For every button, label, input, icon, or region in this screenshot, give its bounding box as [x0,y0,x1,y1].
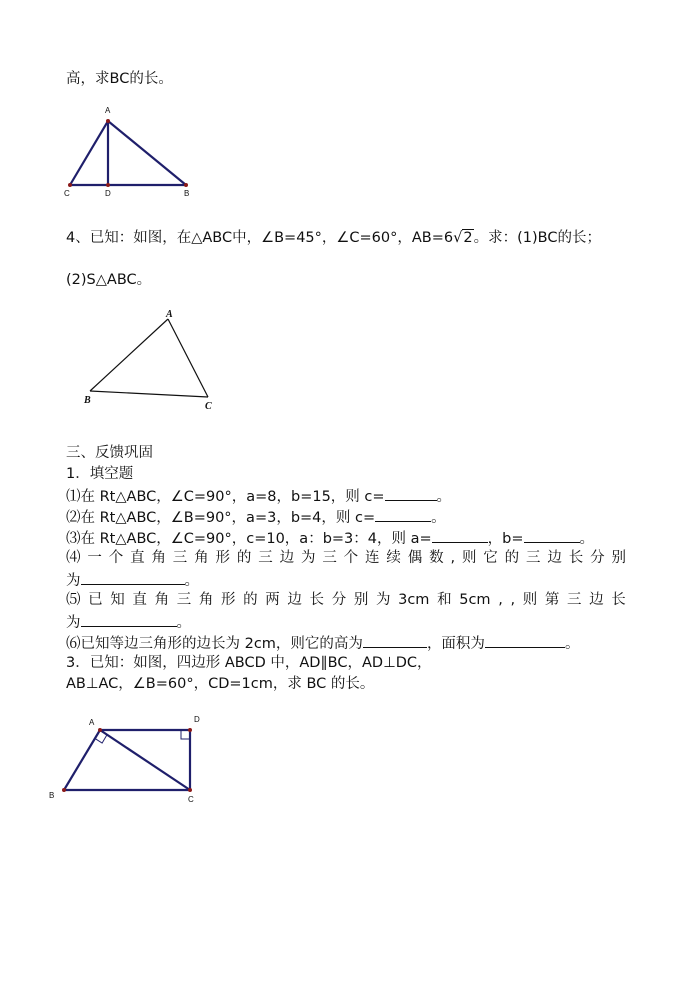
q5-token: 3cm [398,592,430,608]
q5-token: 直 [132,592,147,608]
q5-token: ⑸ [66,592,81,608]
q4-token: 分 [590,550,605,566]
q4-token: 数 [429,550,444,566]
q4-token: 角 [151,550,166,566]
fig1-label-a: A [105,106,111,115]
fig1-point-b [184,183,188,187]
q5-token: 长 [309,592,325,608]
q4-token: 别 [611,550,626,566]
fig2-side-bc [90,391,208,397]
q4-token: 三 [322,550,337,566]
question-1 [66,486,451,506]
question-2 [66,507,446,527]
q5-token: 边 [287,592,302,608]
fig1-side-ab [108,121,186,185]
q5-token: 则 [522,592,538,608]
q4-token: 角 [194,550,209,566]
radical-coef: 6 [443,230,454,246]
q6-mid: ，面积为 [426,636,485,652]
problem-3-line1: 3．已知：如图，四边形 ABCD 中，AD∥BC，AD⊥DC， [66,655,432,671]
radical-num: 2 [463,230,473,246]
q4-token: 三 [258,550,273,566]
q4-end: 。 [184,573,199,589]
q5-token: 别 [353,592,369,608]
fig3-label-b: B [49,791,55,800]
fig3-point-c [188,788,192,792]
q2-end: 。 [431,510,446,526]
q4-token: 边 [547,550,562,566]
q4-token: 边 [279,550,295,566]
section-3-sub1: 1．填空题 [66,466,134,482]
fig2-side-ac [168,319,208,397]
q4-token: 它 [483,550,498,566]
question-5-line2 [66,612,191,632]
fig2-label-b: B [84,395,91,406]
problem-3-line2: AB⊥AC，∠B=60°，CD=1cm，求 BC 的长。 [66,676,375,692]
problem-4-text-post: 。求：(1)BC的长； [473,230,601,246]
q5-token: 和 [437,592,452,608]
q4-token: 为 [300,550,316,566]
q4-token: 则 [461,550,477,566]
q1-text: ⑴在 Rt△ABC，∠C=90°，a=8，b=15，则 c= [66,489,385,505]
q2-blank [375,507,431,522]
q3-end: 。 [579,531,594,547]
fig2-side-ab [90,319,168,391]
fig1-side-ca [70,121,108,185]
fig3-side-ab [64,730,100,790]
fig3-diagonal-ac [100,730,190,790]
q4-blank [81,570,185,585]
fig3-point-b [62,788,66,792]
fig2-label-c: C [205,401,212,412]
q4-token: 形 [215,550,231,566]
q5-token: 已 [88,592,103,608]
fig3-label-d: D [194,715,200,724]
q4-token: 的 [504,550,520,566]
q5-token: 知 [110,592,125,608]
question-4-line1 [66,549,626,567]
fig1-point-c [68,183,72,187]
q5-token: 三 [176,592,192,608]
q4-l2-pre: 为 [66,573,81,589]
fig3-point-a [98,728,102,732]
q5-token: , [498,592,503,608]
q4-token: , [450,550,456,566]
q5-token: 长 [611,592,626,608]
figure-3 [40,710,220,820]
q5-token: 5cm [459,592,491,608]
fig1-label-d: D [105,189,111,198]
q4-token: 个 [343,550,359,566]
radical-expression [444,229,474,247]
q6-end: 。 [564,636,580,652]
q3-blank-a [432,528,488,543]
q4-token: ⑷ [66,550,81,566]
q4-token: 一 [87,550,102,566]
figure-2 [80,305,250,415]
fig3-point-d [188,728,192,732]
q5-token: 分 [331,592,347,608]
q5-token: 形 [220,592,236,608]
q1-blank [385,486,437,501]
q4-token: 偶 [407,550,423,566]
figure-1 [55,100,255,200]
q2-text: ⑵在 Rt△ABC，∠B=90°，a=3，b=4，则 c= [66,510,376,526]
question-3 [66,528,594,548]
fig3-label-c: C [188,795,194,804]
q5-end: 。 [176,615,191,631]
q6-text: ⑹已知等边三角形的边长为 2cm，则它的高为 [66,636,363,652]
q3-text: ⑶在 Rt△ABC，∠C=90°，c=10，a：b=3：4，则 a= [66,531,432,547]
radical-sign: √ [453,230,463,246]
question-4-line2 [66,570,199,590]
q4-token: 个 [108,550,124,566]
fig1-label-b: B [184,189,190,198]
q4-token: 的 [236,550,252,566]
q4-token: 三 [526,550,541,566]
q4-token: 直 [130,550,145,566]
q5-token: 角 [198,592,214,608]
q1-end: 。 [436,489,452,505]
q5-token: 的 [243,592,258,608]
q6-blank-b [485,633,565,648]
fig1-point-d [106,183,110,187]
q5-token: 角 [154,592,170,608]
q5-token: 三 [566,592,582,608]
q3-blank-b [524,528,580,543]
fig1-point-a [106,119,110,123]
q5-token: 两 [265,592,280,608]
problem-4-line2: (2)S△ABC。 [66,272,152,288]
q5-token: 边 [589,592,604,608]
problem-4-line1 [66,229,601,247]
q5-token: 为 [375,592,391,608]
fig1-label-c: C [64,189,70,198]
header-line: 高，求BC的长。 [66,71,173,87]
problem-4-text-pre: 4、已知：如图，在△ABC中，∠B=45°，∠C=60°，AB= [66,230,444,246]
q4-token: 续 [386,550,401,566]
fig2-label-a: A [166,309,173,320]
question-6 [66,633,579,653]
q3-mid: ，b= [487,531,524,547]
q4-token: 三 [172,550,188,566]
q5-token: , [510,592,516,608]
question-5-line1 [66,591,626,609]
q5-blank [81,612,177,627]
section-3-title: 三、反馈巩固 [66,445,153,461]
q4-token: 长 [568,550,584,566]
q5-l2-pre: 为 [66,615,81,631]
q4-token: 连 [365,550,380,566]
q6-blank-a [363,633,427,648]
q5-token: 第 [544,592,560,608]
fig3-label-a: A [89,718,95,727]
